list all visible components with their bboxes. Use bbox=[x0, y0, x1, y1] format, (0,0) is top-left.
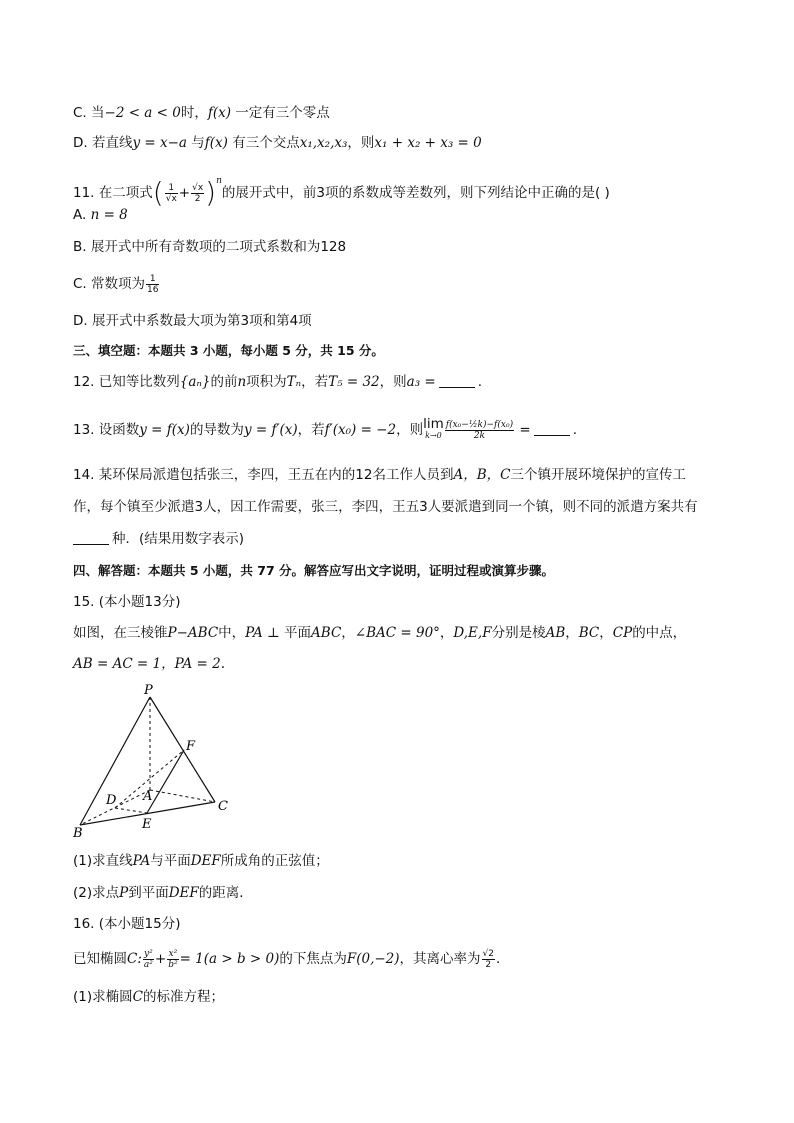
q11-option-c: C. 常数项为 $\frac{1}{16}$ bbox=[73, 273, 159, 295]
q12: 12. 已知等比数列{aₙ}的前n项积为Tₙ，若T₅ = 32，则a₃ = . bbox=[73, 374, 483, 390]
tetrahedron-figure bbox=[60, 680, 250, 840]
label-f: F bbox=[186, 739, 196, 754]
section-4-heading: 四、解答题：本题共 5 小题，共 77 分。解答应写出文字说明，证明过程或演算步骤。 bbox=[73, 563, 555, 578]
edge-pc bbox=[150, 697, 215, 802]
q15-line-1: 如图，在三棱锥P−ABC中，PA ⊥ 平面ABC，∠BAC = 90°，D,E,F分别是棱AB，BC，CP的中点， bbox=[73, 625, 687, 641]
q13-answer-blank bbox=[534, 422, 570, 436]
label-d: D bbox=[106, 793, 117, 808]
label-c: C bbox=[218, 799, 228, 814]
q11-option-a: A. n = 8 bbox=[73, 207, 128, 223]
q11-option-d: D. 展开式中系数最大项为第3项和第4项 bbox=[73, 313, 312, 329]
label-p: P bbox=[144, 683, 153, 698]
q16-heading: 16. (本小题15分) bbox=[73, 916, 181, 932]
q11-stem: 11. 在二项式( $\frac{1}{√x}$ + $\frac{√x}{2}$ )$^n$的展开式中，前3项的系数成等差数列，则下列结论中正确的是( ) bbox=[73, 176, 610, 209]
q11-option-b: B. 展开式中所有奇数项的二项式系数和为128 bbox=[73, 239, 347, 255]
q12-answer-blank bbox=[439, 374, 475, 388]
q10-option-d: D. 若直线y = x−a 与f(x) 有三个交点x₁,x₂,x₃，则x₁ + x₂ + x₃ = 0 bbox=[73, 135, 482, 151]
q14-line-3: 种．(结果用数字表示) bbox=[73, 530, 244, 548]
q14-answer-blank bbox=[73, 531, 109, 545]
label-e: E bbox=[142, 817, 152, 832]
section-3-heading: 三、填空题：本题共 3 小题，每小题 5 分，共 15 分。 bbox=[73, 343, 384, 358]
q15-subquestion-2: (2)求点P到平面DEF的距离． bbox=[73, 885, 253, 901]
q15-heading: 15. (本小题13分) bbox=[73, 594, 181, 610]
edge-ef bbox=[147, 750, 184, 813]
q16-subquestion-1: (1)求椭圆C的标准方程； bbox=[73, 989, 224, 1005]
q10-option-c: C. 当−2 < a < 0时，f(x) 一定有三个零点 bbox=[73, 105, 330, 121]
edge-de bbox=[115, 808, 147, 813]
label-b: B bbox=[73, 826, 83, 840]
q15-subquestion-1: (1)求直线PA与平面DEF所成角的正弦值； bbox=[73, 853, 329, 869]
q13: 13. 设函数y = f(x)的导数为y = f′(x)，若f′(x₀) = −2，则 lim k→0 $\frac{\text{f(x₀−½k)−f(x₀)}}{2k}$ = . bbox=[73, 416, 577, 441]
q16-line-1: 已知椭圆C: $\frac{\text{y²}}{\text{a²}}$ + $\frac{\text{x²}}{\text{b²}}$ = 1(a > b > 0)的下焦点为F(0,−2)，其离心率为 $\frac{√2}{2}$ . bbox=[73, 948, 501, 970]
q14-line-1: 14. 某环保局派遣包括张三，李四，王五在内的12名工作人员到A，B，C三个镇开展环境保护的宣传工 bbox=[73, 467, 686, 483]
q14-line-2: 作，每个镇至少派遣3人，因工作需要，张三，李四，王五3人要派遣到同一个镇，则不同的派遣方案共有 bbox=[73, 499, 698, 515]
label-a: A bbox=[143, 789, 153, 804]
q15-line-2: AB = AC = 1，PA = 2. bbox=[73, 656, 225, 672]
